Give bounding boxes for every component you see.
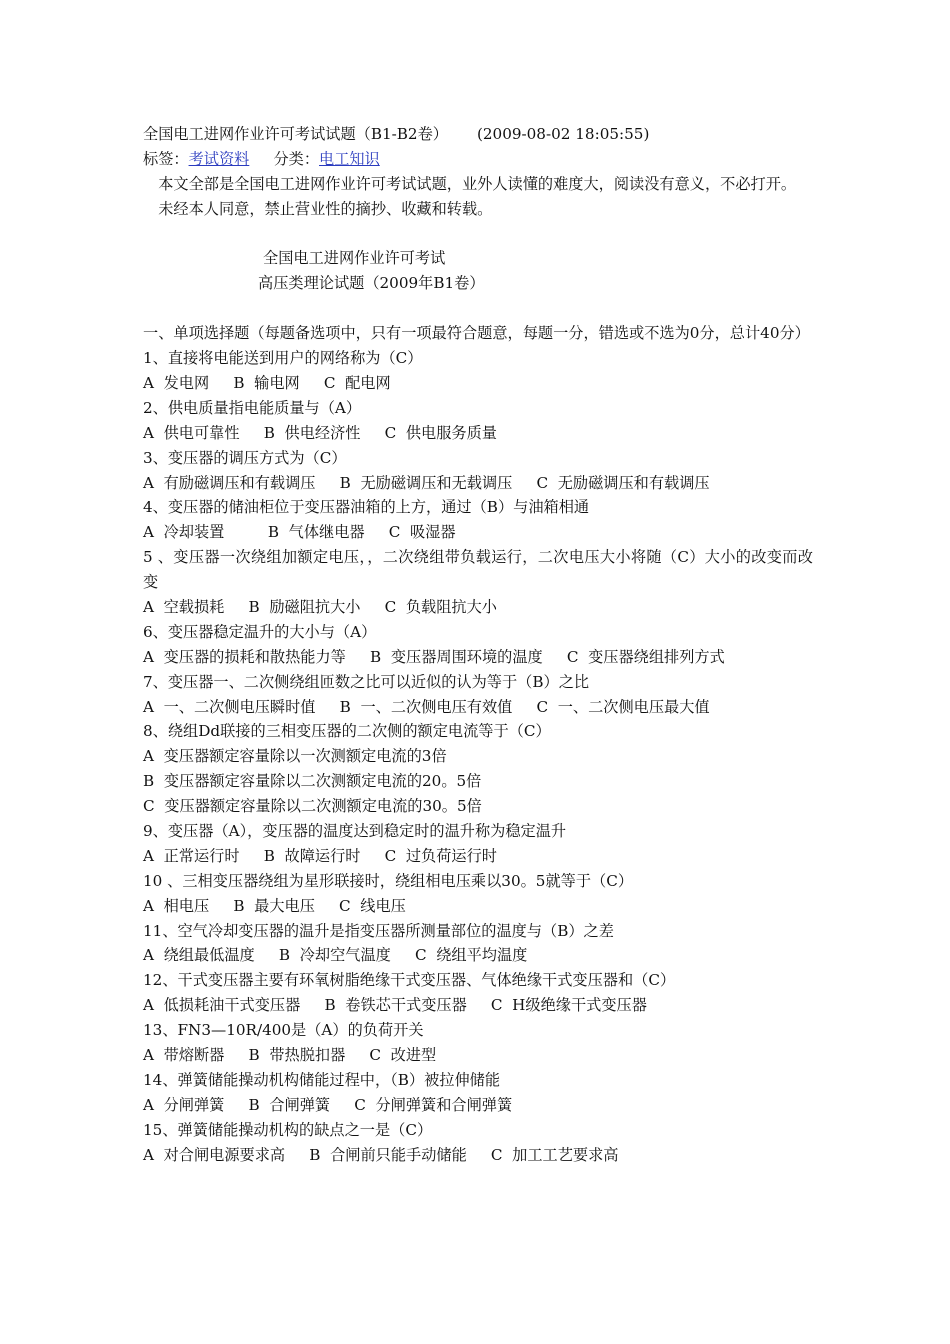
options-line: A 带熔断器 B 带热脱扣器 C 改进型 — [143, 1046, 437, 1065]
category-label: 分类： — [273, 149, 320, 168]
option-line: A 变压器额定容量除以一次测额定电流的3倍 — [143, 747, 447, 766]
exam-heading-1: 全国电工进网作业许可考试 — [263, 249, 446, 268]
options-line: A 低损耗油干式变压器 B 卷铁芯干式变压器 C H级绝缘干式变压器 — [143, 996, 647, 1015]
tag-link[interactable]: 考试资料 — [188, 149, 250, 168]
option-line: B 变压器额定容量除以二次测额定电流的20。5倍 — [143, 772, 482, 791]
question-line: 8、绕组Dd联接的三相变压器的二次侧的额定电流等于（C） — [143, 722, 551, 741]
options-line: A 变压器的损耗和散热能力等 B 变压器周围环境的温度 C 变压器绕组排列方式 — [143, 647, 725, 666]
question-line: 1、直接将电能送到用户的网络称为（C） — [143, 349, 423, 368]
question-line: 15、弹簧储能操动机构的缺点之一是（C） — [143, 1120, 433, 1139]
question-line: 2、供电质量指电能质量与（A） — [143, 398, 362, 417]
question-line: 5 、变压器一次绕组加额定电压，，二次绕组带负载运行，二次电压大小将随（C）大小的改变而改变 — [143, 548, 813, 592]
option-line: C 变压器额定容量除以二次测额定电流的30。5倍 — [143, 797, 482, 816]
tag-label: 标签： — [143, 149, 189, 168]
options-line: A 分闸弹簧 B 合闸弹簧 C 分闸弹簧和合闸弹簧 — [143, 1095, 513, 1114]
options-line: A 发电网 B 输电网 C 配电网 — [143, 373, 391, 392]
question-line: 13、FN3—10R/400是（A）的负荷开关 — [143, 1021, 424, 1040]
document-body — [143, 122, 813, 1167]
options-line: A 相电压 B 最大电压 C 线电压 — [143, 896, 406, 915]
options-line: A 冷却装置 B 气体继电器 C 吸湿器 — [143, 523, 456, 542]
question-line: 10 、三相变压器绕组为星形联接时，绕组相电压乘以30。5就等于（C） — [143, 871, 634, 890]
exam-heading-2: 高压类理论试题（2009年B1卷） — [258, 274, 485, 293]
question-line: 4、变压器的储油柜位于变压器油箱的上方，通过（B）与油箱相通 — [143, 498, 590, 517]
question-line: 14、弹簧储能操动机构储能过程中，（B）被拉伸储能 — [143, 1070, 501, 1089]
meta-line — [143, 147, 813, 172]
intro-paragraph-1: 本文全部是全国电工进网作业许可考试试题，业外人读懂的难度大，阅读没有意义，不必打开。 — [158, 174, 797, 193]
article-datetime: (2009-08-02 18:05:55) — [476, 125, 650, 143]
article-title: 全国电工进网作业许可考试试题（B1-B2卷） — [143, 125, 448, 143]
question-line: 9、变压器（A），变压器的温度达到稳定时的温升称为稳定温升 — [143, 822, 567, 841]
spacer — [143, 296, 813, 321]
intro-paragraph-2: 未经本人同意，禁止营业性的摘抄、收藏和转载。 — [158, 199, 493, 218]
question-line: 3、变压器的调压方式为（C） — [143, 448, 347, 467]
section-title: 一、单项选择题（每题备选项中，只有一项最符合题意，每题一分，错选或不选为0分，总计40分） — [143, 324, 810, 343]
question-line: 11、空气冷却变压器的温升是指变压器所测量部位的温度与（B）之差 — [143, 921, 614, 940]
options-line: A 一、二次侧电压瞬时值 B 一、二次侧电压有效值 C 一、二次侧电压最大值 — [143, 697, 710, 716]
article-title-line — [143, 122, 813, 147]
options-line: A 有励磁调压和有载调压 B 无励磁调压和无载调压 C 无励磁调压和有载调压 — [143, 473, 710, 492]
options-line: A 正常运行时 B 故障运行时 C 过负荷运行时 — [143, 846, 497, 865]
spacer — [143, 222, 813, 247]
options-line: A 空载损耗 B 励磁阻抗大小 C 负载阻抗大小 — [143, 598, 497, 616]
question-line: 12、干式变压器主要有环氧树脂绝缘干式变压器、气体绝缘干式变压器和（C） — [143, 971, 676, 990]
category-link[interactable]: 电工知识 — [319, 149, 380, 168]
question-line: 7、变压器一、二次侧绕组匝数之比可以近似的认为等于（B）之比 — [143, 672, 590, 691]
options-line: A 对合闸电源要求高 B 合闸前只能手动储能 C 加工工艺要求高 — [143, 1145, 619, 1164]
question-line: 6、变压器稳定温升的大小与（A） — [143, 622, 377, 641]
options-line: A 绕组最低温度 B 冷却空气温度 C 绕组平均温度 — [143, 946, 528, 965]
options-line: A 供电可靠性 B 供电经济性 C 供电服务质量 — [143, 423, 497, 442]
